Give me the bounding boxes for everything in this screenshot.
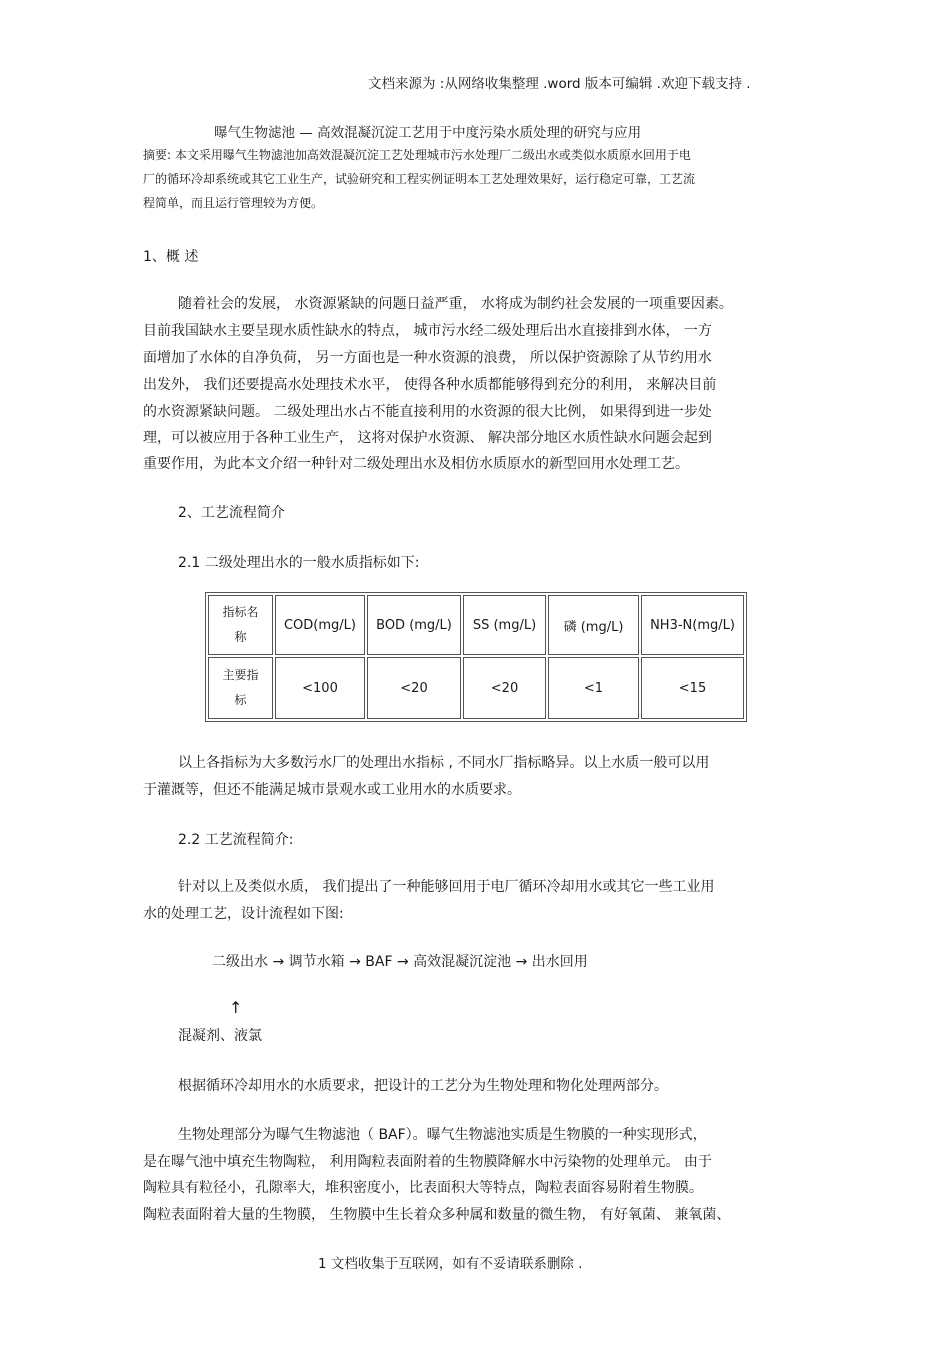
paragraph-line: 根据循环冷却用水的水质要求，把设计的工艺分为生物处理和物化处理两部分。 [178,1078,668,1094]
table-cell-cod: <100 [275,657,365,719]
paragraph-line: 针对以上及类似水质， 我们提出了一种能够回用于电厂循环冷却用水或其它一些工业用 [178,879,715,895]
paragraph-line: 生物处理部分为曝气生物滤池（ BAF）。曝气生物滤池实质是生物膜的一种实现形式， [178,1127,707,1143]
paragraph-line: 的水资源紧缺问题。 二级处理出水占不能直接利用的水资源的很大比例， 如果得到进一步处 [143,404,712,420]
table-header-label-line-2: 称 [234,630,247,644]
paragraph-line: 水的处理工艺，设计流程如下图: [143,906,344,922]
water-quality-table [205,592,747,722]
paragraph-line: 目前我国缺水主要呈现水质性缺水的特点， 城市污水经二级处理后出水直接排到水体， 一方 [143,323,712,339]
table-cell-ss: <20 [463,657,546,719]
section-1-heading: 1、概 述 [143,249,199,265]
table-row-label [208,657,273,719]
paragraph-line: 陶粒表面附着大量的生物膜， 生物膜中生长着众多种属和数量的微生物， 有好氧菌、 兼氧菌、 [143,1207,731,1223]
table-col-ss: SS (mg/L) [463,595,546,655]
paragraph-line: 于灌溉等，但还不能满足城市景观水或工业用水的水质要求。 [143,782,521,798]
paragraph-line: 陶粒具有粒径小，孔隙率大，堆积密度小，比表面积大等特点，陶粒表面容易附着生物膜。 [143,1180,703,1196]
table-col-nh3n: NH3-N(mg/L) [641,595,744,655]
paragraph-line: 以上各指标为大多数污水厂的处理出水指标 , 不同水厂指标略异。以上水质一般可以用 [178,755,710,771]
abstract-line-2: 厂的循环冷却系统或其它工业生产，试验研究和工程实例证明本工艺处理效果好，运行稳定可靠，工艺流 [143,172,696,186]
abstract-line-3: 程简单，而且运行管理较为方便。 [143,196,324,210]
paragraph-line: 是在曝气池中填充生物陶粒， 利用陶粒表面附着的生物膜降解水中污染物的处理单元。 由于 [143,1154,712,1170]
table-row-label-line-2: 标 [234,693,247,707]
table-cell-bod: <20 [367,657,461,719]
arrow-up-icon: ↑ [229,998,243,1017]
abstract-line-1: 摘要: 本文采用曝气生物滤池加高效混凝沉淀工艺处理城市污水处理厂二级出水或类似水质原水回用于电 [143,148,691,162]
process-flow-line: 二级出水 → 调节水箱 → BAF → 高效混凝沉淀池 → 出水回用 [212,954,588,970]
paragraph-line: 理，可以被应用于各种工业生产， 这将对保护水资源、 解决部分地区水质性缺水问题会起到 [143,430,712,446]
document-title: 曝气生物滤池 — 高效混凝沉淀工艺用于中度污染水质处理的研究与应用 [214,125,642,141]
table-col-phosphorus: 磷 (mg/L) [548,595,639,655]
subsection-2-2-heading: 2.2 工艺流程简介: [178,832,294,848]
page-footer: 1 文档收集于互联网，如有不妥请联系删除 . [318,1256,583,1272]
paragraph-line: 随着社会的发展， 水资源紧缺的问题日益严重， 水将成为制约社会发展的一项重要因素。 [178,296,733,312]
section-2-heading: 2、工艺流程简介 [178,505,285,521]
table-header-label [208,595,273,655]
process-flow-input: 混凝剂、液氯 [178,1028,262,1044]
table-header-label-line-1: 指标名 [222,605,259,619]
table-col-bod: BOD (mg/L) [367,595,461,655]
table-row [208,657,744,719]
paragraph-line: 出发外， 我们还要提高水处理技术水平， 使得各种水质都能够得到充分的利用， 来解决目前 [143,377,717,393]
table-row-label-line-1: 主要指 [222,668,259,682]
table-cell-nh3n: <15 [641,657,744,719]
paragraph-line: 面增加了水体的自净负荷， 另一方面也是一种水资源的浪费， 所以保护资源除了从节约用水 [143,350,712,366]
subsection-2-1-heading: 2.1 二级处理出水的一般水质指标如下: [178,555,420,571]
table-col-cod: COD(mg/L) [275,595,365,655]
table-header-row [208,595,744,655]
paragraph-line: 重要作用，为此本文介绍一种针对二级处理出水及相仿水质原水的新型回用水处理工艺。 [143,456,689,472]
page-header: 文档来源为 :从网络收集整理 .word 版本可编辑 .欢迎下载支持 . [368,76,751,92]
table-cell-phosphorus: <1 [548,657,639,719]
